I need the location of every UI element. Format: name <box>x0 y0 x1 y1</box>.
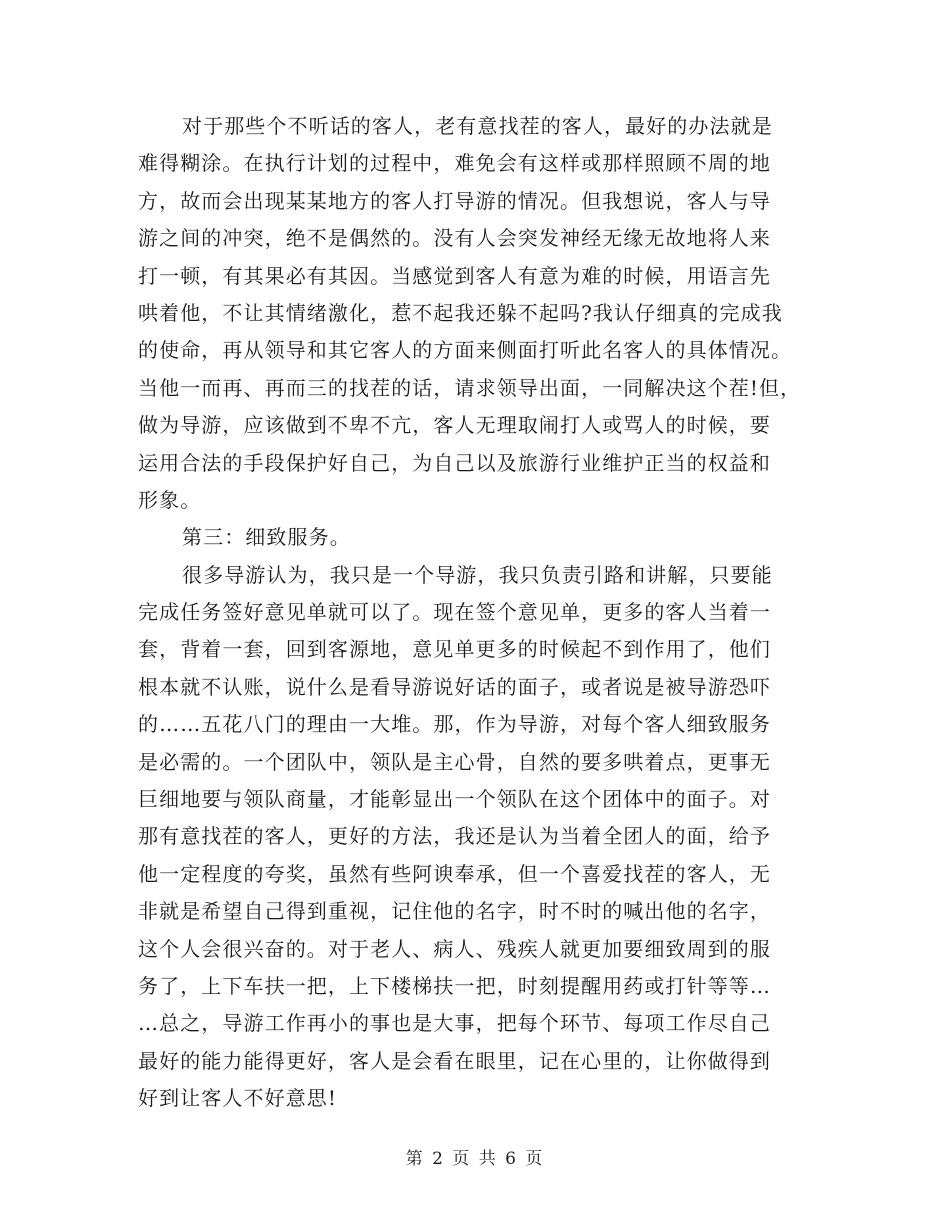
paragraph-line: 他一定程度的夸奖，虽然有些阿谀奉承，但一个喜爱找茬的客人，无 <box>138 861 771 886</box>
paragraph-line: 这个人会很兴奋的。对于老人、病人、残疾人就更加要细致周到的服 <box>138 936 771 961</box>
paragraph-line: 是必需的。一个团队中，领队是主心骨，自然的要多哄着点，更事无 <box>138 749 771 774</box>
paragraph-line: 做为导游，应该做到不卑不亢，客人无理取闹打人或骂人的时候，要 <box>138 413 771 438</box>
paragraph-line: 那有意找茬的客人，更好的方法，我还是认为当着全团人的面，给予 <box>138 824 771 849</box>
paragraph-line: …总之，导游工作再小的事也是大事，把每个环节、每项工作尽自己 <box>138 1011 771 1036</box>
paragraph-line: 形象。 <box>138 487 202 512</box>
paragraph-line: 的……五花八门的理由一大堆。那，作为导游，对每个客人细致服务 <box>138 712 771 737</box>
paragraph-line: 游之间的冲突，绝不是偶然的。没有人会突发神经无缘无故地将人来 <box>138 226 771 251</box>
paragraph-line: 哄着他，不让其情绪激化，惹不起我还躲不起吗?我认仔细真的完成我 <box>138 300 783 325</box>
section-heading: 第三：细致服务。 <box>182 525 351 550</box>
paragraph-line: 巨细地要与领队商量，才能彰显出一个领队在这个团体中的面子。对 <box>138 787 771 812</box>
paragraph-line: 当他一而再、再而三的找茬的话，请求领导出面，一同解决这个茬!但， <box>138 375 802 400</box>
paragraph-line: 务了，上下车扶一把，上下楼梯扶一把，时刻提醒用药或打针等等… <box>138 973 771 998</box>
paragraph-line: 方，故而会出现某某地方的客人打导游的情况。但我想说，客人与导 <box>138 188 771 213</box>
paragraph-line: 很多导游认为，我只是一个导游，我只负责引路和讲解，只要能 <box>182 562 773 587</box>
paragraph-line: 完成任务签好意见单就可以了。现在签个意见单，更多的客人当着一 <box>138 600 771 625</box>
paragraph-line: 套，背着一套，回到客源地，意见单更多的时候起不到作用了，他们 <box>138 637 771 662</box>
page-number-footer: 第 2 页 共 6 页 <box>405 1149 545 1169</box>
paragraph-line: 运用合法的手段保护好自己，为自己以及旅游行业维护正当的权益和 <box>138 450 771 475</box>
paragraph-line: 打一顿，有其果必有其因。当感觉到客人有意为难的时候，用语言先 <box>138 263 771 288</box>
body-text <box>138 108 818 1118</box>
paragraph-line: 非就是希望自己得到重视，记住他的名字，时不时的喊出他的名字， <box>138 899 771 924</box>
paragraph-line: 对于那些个不听话的客人，老有意找茬的客人，最好的办法就是 <box>182 114 773 138</box>
paragraph-line: 好到让客人不好意思! <box>138 1086 338 1111</box>
paragraph-line: 难得糊涂。在执行计划的过程中，难免会有这样或那样照顾不周的地 <box>138 151 771 176</box>
paragraph-line: 根本就不认账，说什么是看导游说好话的面子，或者说是被导游恐吓 <box>138 674 771 699</box>
paragraph-line: 的使命，再从领导和其它客人的方面来侧面打听此名客人的具体情况。 <box>138 338 793 363</box>
paragraph-line: 最好的能力能得更好，客人是会看在眼里，记在心里的，让你做得到 <box>138 1048 771 1073</box>
